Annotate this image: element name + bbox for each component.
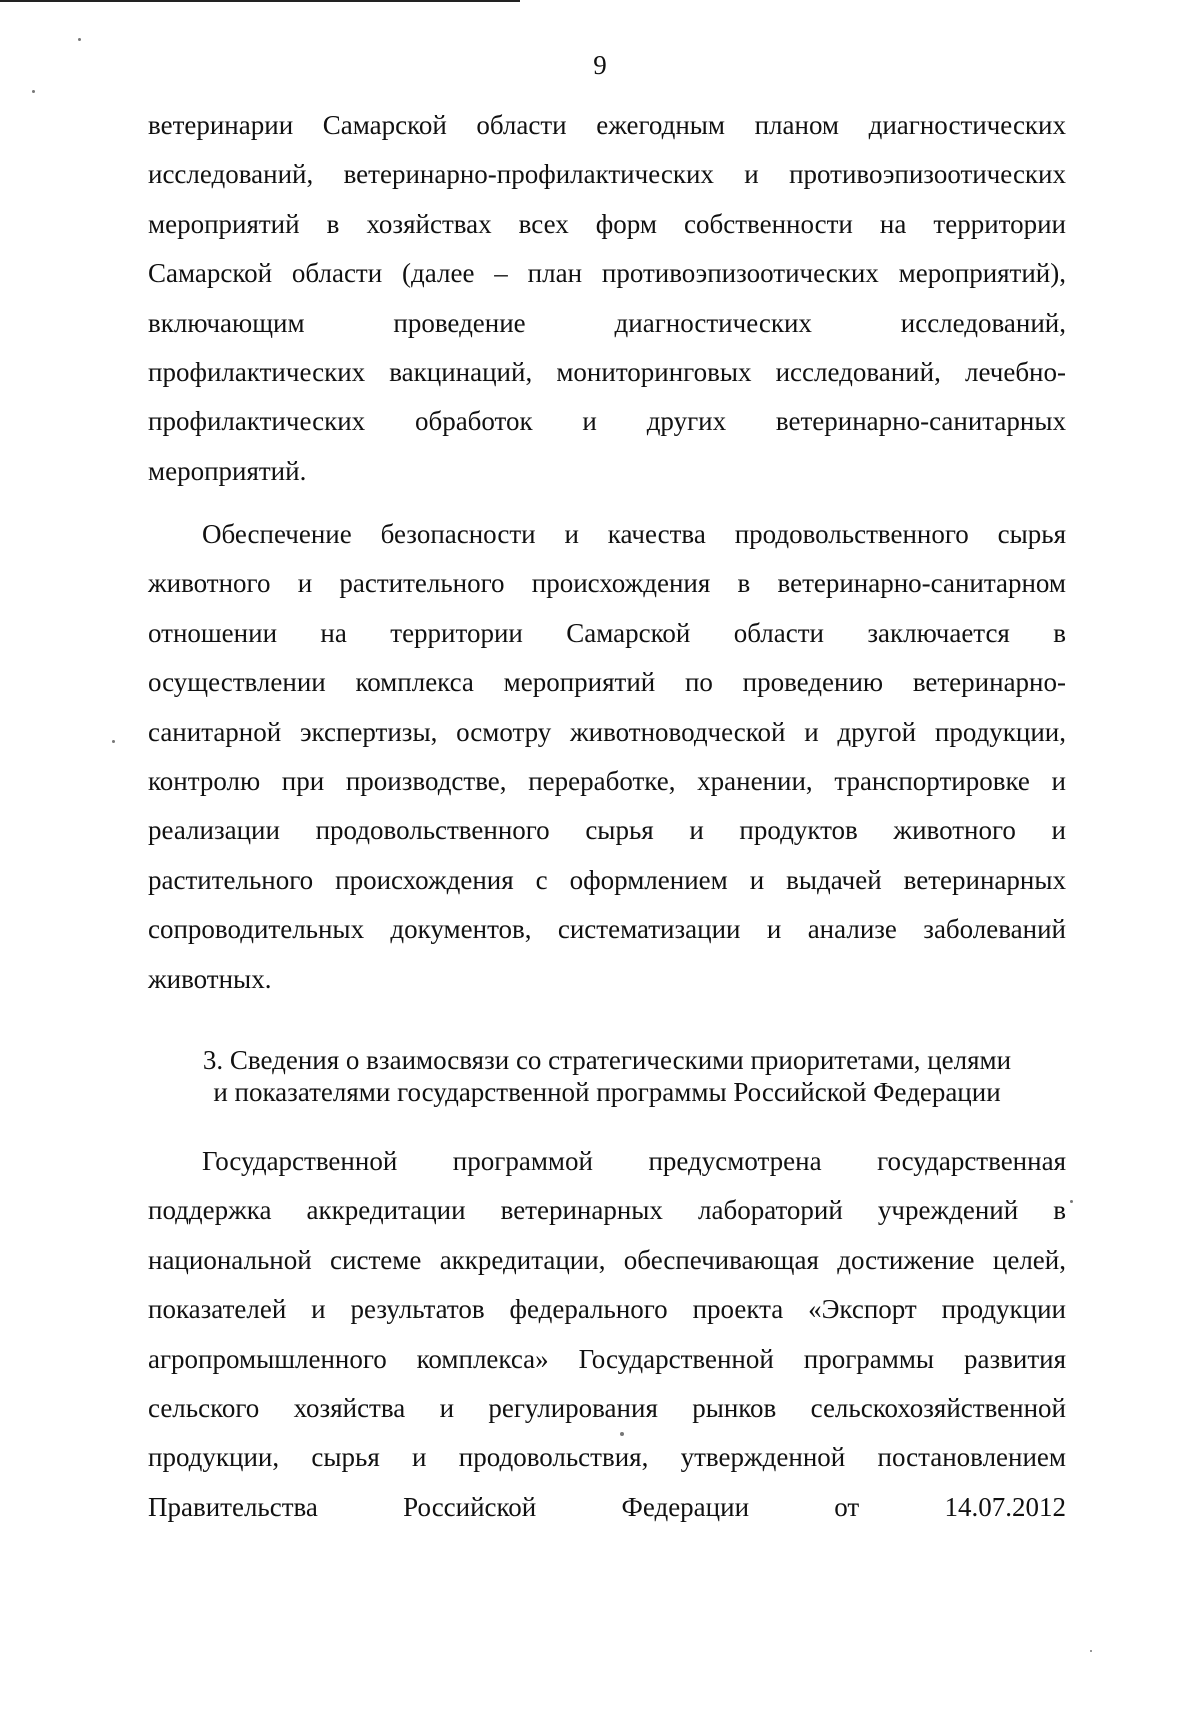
text-line: национальной системе аккредитации, обеспечивающая достижение целей, xyxy=(148,1244,1066,1275)
text-line: профилактических вакцинаций, мониторинговых исследований, лечебно- xyxy=(148,356,1066,387)
text-line: исследований, ветеринарно-профилактических и противоэпизоотических xyxy=(148,159,1066,190)
text-line: включающим проведение диагностических исследований, xyxy=(148,307,1066,338)
text-line: животных. xyxy=(148,963,272,994)
top-edge-rule xyxy=(0,0,520,2)
text-line: контролю при производстве, переработке, хранении, транспортировке и xyxy=(148,765,1066,796)
paragraph-state-program xyxy=(148,1137,1066,1532)
text-line: поддержка аккредитации ветеринарных лабораторий учреждений в xyxy=(148,1195,1066,1226)
scan-speck xyxy=(620,1432,624,1436)
scan-speck xyxy=(1070,1200,1073,1203)
scan-speck xyxy=(112,740,115,743)
text-line: реализации продовольственного сырья и продуктов животного и xyxy=(148,815,1066,846)
scan-speck xyxy=(1090,1650,1092,1652)
text-line: мероприятий. xyxy=(148,455,307,486)
text-line: растительного происхождения с оформлением и выдачей ветеринарных xyxy=(148,864,1066,895)
text-line: санитарной экспертизы, осмотру животноводческой и другой продукции, xyxy=(148,716,1066,747)
text-line: мероприятий в хозяйствах всех форм собственности на территории xyxy=(148,208,1066,239)
text-line: сельского хозяйства и регулирования рынков сельскохозяйственной xyxy=(148,1392,1066,1423)
section-heading xyxy=(148,1044,1066,1108)
heading-line: 3. Сведения о взаимосвязи со стратегическими приоритетами, целями xyxy=(202,1045,1012,1075)
text-line: Правительства Российской Федерации от 14.07.2012 xyxy=(148,1491,1066,1522)
scan-speck xyxy=(78,38,81,41)
text-line: продукции, сырья и продовольствия, утвержденной постановлением xyxy=(148,1442,1066,1473)
text-line: ветеринарии Самарской области ежегодным планом диагностических xyxy=(148,110,1066,140)
scan-speck xyxy=(32,90,35,93)
text-line: показателей и результатов федерального проекта «Экспорт продукции xyxy=(148,1294,1066,1325)
text-line: сопроводительных документов, систематизации и анализе заболеваний xyxy=(148,914,1066,945)
text-line: Обеспечение безопасности и качества продовольственного сырья xyxy=(202,519,1066,549)
text-line: профилактических обработок и других ветеринарно-санитарных xyxy=(148,406,1066,437)
paragraph-food-safety xyxy=(148,510,1066,1004)
heading-line: и показателями государственной программы Российской Федерации xyxy=(213,1077,1001,1107)
text-line: агропромышленного комплекса» Государственной программы развития xyxy=(148,1343,1066,1374)
text-line: осуществлении комплекса мероприятий по проведению ветеринарно- xyxy=(148,667,1066,698)
page-number: 9 xyxy=(593,50,607,80)
text-line: Государственной программой предусмотрена государственная xyxy=(202,1146,1066,1176)
text-line: животного и растительного происхождения в ветеринарно-санитарном xyxy=(148,568,1066,599)
text-line: Самарской области (далее – план противоэпизоотических мероприятий), xyxy=(148,258,1066,289)
text-line: отношении на территории Самарской области заключается в xyxy=(148,617,1066,648)
paragraph-veterinary-plan xyxy=(148,101,1066,496)
